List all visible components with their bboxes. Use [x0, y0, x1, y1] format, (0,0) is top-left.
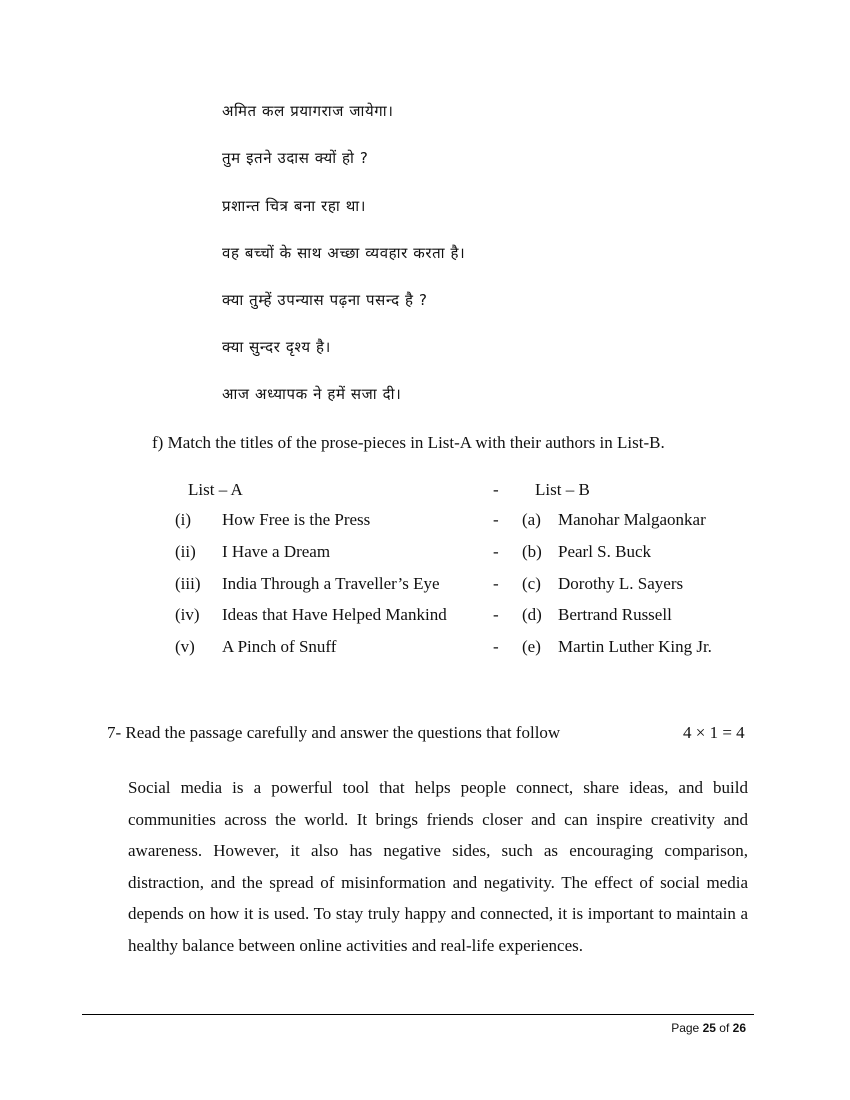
footer-divider — [82, 1014, 754, 1015]
sentence-text: क्या सुन्दर दृश्य है। — [222, 338, 331, 356]
row-dash: - — [493, 637, 499, 656]
prose-title: A Pinch of Snuff — [222, 637, 337, 656]
question-7-text: 7- Read the passage carefully and answer the questions that follow — [107, 723, 561, 742]
row-dash: - — [493, 510, 499, 529]
item-number: (i) — [175, 510, 192, 529]
page-current: 25 — [702, 1021, 716, 1035]
sentence-text: आज अध्यापक ने हमें सजा दी। — [222, 385, 402, 403]
sentence-text: अमित कल प्रयागराज जायेगा। — [222, 102, 394, 120]
sentence-text: वह बच्चों के साथ अच्छा व्यवहार करता है। — [222, 244, 466, 262]
match-row — [0, 605, 850, 631]
item-letter: (e) — [522, 637, 541, 656]
match-row — [0, 542, 850, 568]
item-letter: (a) — [522, 510, 541, 529]
match-row — [0, 510, 850, 536]
sentence-text: क्या तुम्हें उपन्यास पढ़ना पसन्द है ? — [222, 291, 428, 309]
list-separator: - — [493, 480, 499, 499]
author-name: Martin Luther King Jr. — [558, 637, 712, 656]
author-name: Pearl S. Buck — [558, 542, 652, 561]
sentence-text: प्रशान्त चित्र बना रहा था। — [222, 197, 367, 215]
prose-title: Ideas that Have Helped Mankind — [222, 605, 447, 624]
item-number: (iii) — [175, 574, 201, 593]
item-letter: (b) — [522, 542, 542, 561]
prose-title: How Free is the Press — [222, 510, 371, 529]
item-letter: (d) — [522, 605, 542, 624]
list-b-header: List – B — [535, 480, 590, 499]
match-row — [0, 637, 850, 663]
row-dash: - — [493, 574, 499, 593]
author-name: Dorothy L. Sayers — [558, 574, 684, 593]
question-f-text: f) Match the titles of the prose-pieces in List-A with their authors in List-B. — [152, 433, 665, 452]
of-label: of — [719, 1021, 730, 1035]
item-number: (iv) — [175, 605, 200, 624]
row-dash: - — [493, 605, 499, 624]
item-letter: (c) — [522, 574, 541, 593]
page-total: 26 — [732, 1021, 746, 1035]
author-name: Manohar Malgaonkar — [558, 510, 706, 529]
question-7-marks: 4 × 1 = 4 — [683, 723, 745, 742]
list-a-header: List – A — [188, 480, 243, 499]
item-number: (ii) — [175, 542, 196, 561]
match-row — [0, 574, 850, 600]
passage-text: Social media is a powerful tool that helps people connect, share ideas, and build communities across the world. It brings friends closer and can inspire creativity and awareness. However, it also has negative sides, such as encouraging comparison, distraction, and the spread of misinformation and negativity. The effect of social media depends on how it is used. To stay truly happy and connected, it is important to maintain a healthy balance between online activities and real-life experiences. — [128, 778, 748, 955]
prose-title: I Have a Dream — [222, 542, 331, 561]
author-name: Bertrand Russell — [558, 605, 672, 624]
row-dash: - — [493, 542, 499, 561]
page-footer — [671, 1021, 746, 1035]
sentence-text: तुम इतने उदास क्यों हो ? — [222, 149, 369, 167]
prose-title: India Through a Traveller’s Eye — [222, 574, 440, 593]
page-label: Page — [671, 1021, 700, 1035]
item-number: (v) — [175, 637, 195, 656]
